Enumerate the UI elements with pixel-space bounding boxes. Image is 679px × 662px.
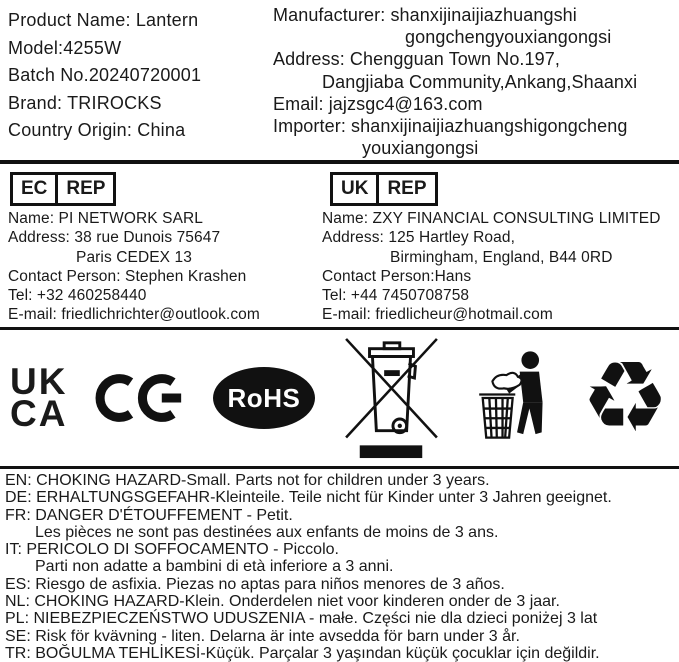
ukca-bottom-text: CA — [10, 393, 68, 434]
importer-name-cont: youxiangongsi — [362, 138, 479, 159]
manufacturer-address-cont: Dangjiaba Community,Ankang,Shaanxi — [322, 71, 638, 92]
importer-name: Importer: shanxijinaijiazhuangshigongcheng — [273, 116, 628, 137]
product-name: Product Name: Lantern — [8, 10, 199, 30]
ec-rep-badge — [10, 172, 116, 206]
uk-rep-name: Name: ZXY FINANCIAL CONSULTING LIMITED — [322, 210, 661, 227]
recycle-mobius-icon: ♻ — [581, 341, 669, 455]
uk-rep-section — [314, 164, 679, 327]
warning-tr: TR: BOĞULMA TEHLİKESİ-Küçük. Parçalar 3 yaşından küçük çocuklar için değildir. — [5, 644, 600, 662]
ec-rep-tel: Tel: +32 460258440 — [8, 287, 147, 305]
warning-se: SE: Risk för kvävning - liten. Delarna är inte avsedda för barn under 3 år. — [5, 627, 520, 645]
ec-rep-section — [0, 164, 314, 327]
product-info — [0, 0, 273, 160]
warning-es: ES: Riesgo de asfixia. Piezas no aptas para niños menores de 3 años. — [5, 575, 505, 593]
weee-crossed-bin-icon — [342, 336, 440, 460]
ec-rep-badge-left: EC — [13, 175, 58, 203]
warning-fr: FR: DANGER D'ÉTOUFFEMENT - Petit. — [5, 506, 293, 524]
ec-rep-address: Address: 38 rue Dunois 75647 — [8, 229, 221, 247]
manufacturer-name: Manufacturer: shanxijinaijiazhuangshi — [273, 5, 577, 25]
brand: Brand: TRIROCKS — [8, 92, 162, 113]
compliance-symbols-section — [0, 330, 679, 466]
uk-rep-address-cont: Birmingham, England, B44 0RD — [390, 248, 613, 266]
representatives-section — [0, 164, 679, 327]
ec-rep-address-cont: Paris CEDEX 13 — [76, 248, 192, 266]
uk-rep-badge — [330, 172, 438, 206]
manufacturer-info — [273, 0, 679, 160]
header-section — [0, 0, 679, 160]
warning-it: IT: PERICOLO DI SOFFOCAMENTO - Piccolo. — [5, 541, 339, 559]
choking-hazard-warnings — [0, 469, 679, 661]
ec-rep-badge-right: REP — [66, 178, 106, 199]
warning-nl: NL: CHOKING HAZARD-Klein. Onderdelen niet voor kinderen onder de 3 jaar. — [5, 593, 560, 611]
uk-rep-tel: Tel: +44 7450708758 — [322, 287, 470, 305]
ukca-top-text: UK — [10, 361, 68, 403]
manufacturer-name-cont: gongchengyouxiangongsi — [405, 27, 612, 48]
ec-rep-name: Name: PI NETWORK SARL — [8, 210, 204, 227]
manufacturer-email: Email: jajzsgc4@163.com — [273, 93, 483, 114]
batch-number: Batch No.20240720001 — [8, 65, 202, 86]
ukca-mark-icon — [10, 361, 68, 434]
product-model: Model:4255W — [8, 37, 122, 58]
rohs-label: RoHS — [227, 382, 301, 413]
country-origin: Country Origin: China — [8, 120, 186, 141]
uk-rep-badge-right: REP — [387, 178, 427, 199]
warning-de: DE: ERHALTUNGSGEFAHR-Kleinteile. Teile nicht für Kinder unter 3 Jahren geeignet. — [5, 489, 612, 507]
uk-rep-email: E-mail: friedlicheur@hotmail.com — [322, 306, 553, 324]
tidy-man-icon — [466, 344, 554, 452]
ec-rep-email: E-mail: friedlichrichter@outlook.com — [8, 306, 260, 324]
warning-pl: PL: NIEBEZPIECZEŃSTWO UDUSZENIA - małe. Części nie dla dzieci poniżej 3 lat — [5, 610, 598, 628]
warning-it-cont: Parti non adatte a bambini di età inferiore a 3 anni. — [35, 558, 394, 576]
uk-rep-badge-left: UK — [333, 175, 379, 203]
manufacturer-address: Address: Chengguan Town No.197, — [273, 49, 560, 70]
ce-mark-icon — [94, 369, 186, 427]
uk-rep-contact: Contact Person:Hans — [322, 267, 472, 285]
warning-fr-cont: Les pièces ne sont pas destinées aux enfants de moins de 3 ans. — [35, 523, 499, 541]
rohs-mark-icon — [213, 367, 315, 429]
ec-rep-contact: Contact Person: Stephen Krashen — [8, 267, 247, 285]
warning-en: EN: CHOKING HAZARD-Small. Parts not for children under 3 years. — [5, 472, 490, 489]
uk-rep-address: Address: 125 Hartley Road, — [322, 229, 516, 247]
